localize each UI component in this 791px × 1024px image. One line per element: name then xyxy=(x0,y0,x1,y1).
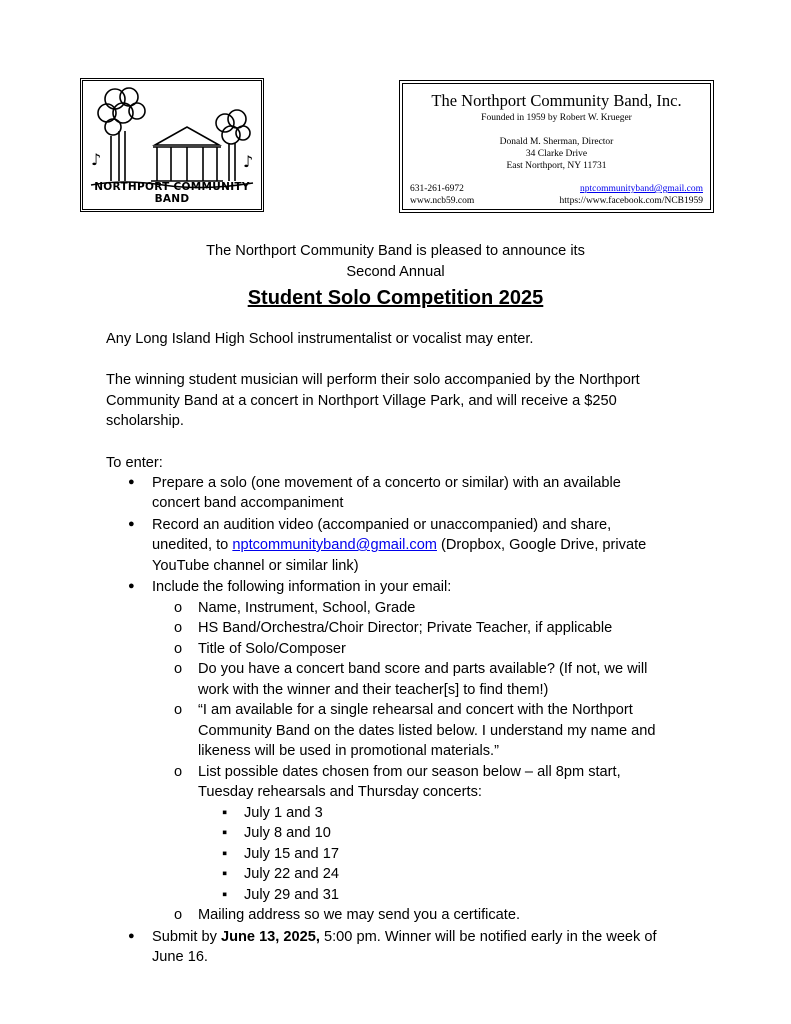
info-item-score-line-1: Do you have a concert band score and parts available? (If not, we will xyxy=(198,661,648,677)
step-record-line-1: Record an audition video (accompanied or unaccompanied) and share, xyxy=(152,517,612,533)
prize-line-1: The winning student musician will perform their solo accompanied by the Northport xyxy=(106,372,640,388)
square-bullet-icon: ▪ xyxy=(222,866,228,882)
svg-text:♪: ♪ xyxy=(91,150,102,169)
director-line: Donald M. Sherman, Director xyxy=(499,137,614,147)
info-item-address: Mailing address so we may send you a certificate. xyxy=(198,907,521,923)
sub-bullet-icon: o xyxy=(174,764,183,780)
square-bullet-icon: ▪ xyxy=(222,825,228,841)
step-record-text: (Dropbox, Google Drive, private xyxy=(436,537,647,553)
info-item-dates-line-1: List possible dates chosen from our season below – all 8pm start, xyxy=(198,764,621,780)
deadline-date: June 13, 2025, xyxy=(220,929,320,945)
square-bullet-icon: ▪ xyxy=(222,887,228,903)
founded-line: Founded in 1959 by Robert W. Krueger xyxy=(481,113,632,123)
square-bullet-icon: ▪ xyxy=(222,846,228,862)
step-include-line-1: Include the following information in your email: xyxy=(152,579,452,595)
page-title: Student Solo Competition 2025 xyxy=(247,287,544,309)
info-item-title: Title of Solo/Composer xyxy=(198,641,346,657)
submission-email-link[interactable]: nptcommunityband@gmail.com xyxy=(232,537,437,553)
info-item-score-line-2: work with the winner and their teacher[s] to find them!) xyxy=(198,682,549,698)
step-submit-line-2: June 16. xyxy=(152,949,208,965)
svg-text:♪: ♪ xyxy=(243,152,254,171)
square-bullet-icon: ▪ xyxy=(222,805,228,821)
info-item-statement-line-3: likeness will be used in promotional materials.” xyxy=(198,743,499,759)
step-prepare-line-2: concert band accompaniment xyxy=(152,495,344,511)
step-prepare-line-1: Prepare a solo (one movement of a concerto or similar) with an available xyxy=(152,475,621,491)
organization-name: The Northport Community Band, Inc. xyxy=(431,91,682,110)
step-submit-line-1 xyxy=(152,927,657,948)
info-item-statement-line-1: “I am available for a single rehearsal and concert with the Northport xyxy=(198,702,633,718)
info-item-director: HS Band/Orchestra/Choir Director; Private Teacher, if applicable xyxy=(198,620,613,636)
info-item-dates-line-2: Tuesday rehearsals and Thursday concerts: xyxy=(198,784,482,800)
date-option: July 15 and 17 xyxy=(244,846,339,862)
facebook-url: https://www.facebook.com/NCB1959 xyxy=(559,196,703,206)
email-link[interactable]: nptcommunityband@gmail.com xyxy=(580,184,703,194)
sub-bullet-icon: o xyxy=(174,661,183,677)
step-record-text: unedited, to xyxy=(152,537,233,553)
step-record-line-2 xyxy=(152,535,646,556)
eligibility-text: Any Long Island High School instrumentalist or vocalist may enter. xyxy=(106,331,534,347)
band-logo xyxy=(80,78,264,212)
bullet-icon: ● xyxy=(128,930,135,942)
step-record-line-3: YouTube channel or similar link) xyxy=(152,558,359,574)
sub-bullet-icon: o xyxy=(174,907,183,923)
bullet-icon: ● xyxy=(128,580,135,592)
sub-bullet-icon: o xyxy=(174,600,183,616)
submit-text: Submit by xyxy=(152,929,221,945)
sub-bullet-icon: o xyxy=(174,702,183,718)
sub-bullet-icon: o xyxy=(174,620,183,636)
letterhead xyxy=(399,80,714,213)
bullet-icon: ● xyxy=(128,518,135,530)
street-address: 34 Clarke Drive xyxy=(525,149,588,159)
to-enter-label: To enter: xyxy=(106,455,163,471)
phone-number: 631-261-6972 xyxy=(410,184,464,194)
info-item-name: Name, Instrument, School, Grade xyxy=(198,600,416,616)
date-option: July 29 and 31 xyxy=(244,887,339,903)
announcement-line-1: The Northport Community Band is pleased to announce its xyxy=(206,243,585,259)
date-option: July 22 and 24 xyxy=(244,866,339,882)
city-address: East Northport, NY 11731 xyxy=(506,161,607,171)
submit-text: 5:00 pm. Winner will be notified early in the week of xyxy=(319,929,657,945)
prize-line-3: scholarship. xyxy=(106,413,184,429)
info-item-statement-line-2: Community Band on the dates listed below. I understand my name and xyxy=(198,723,656,739)
date-option: July 8 and 10 xyxy=(244,825,331,841)
website-text: www.ncb59.com xyxy=(410,196,475,206)
logo-caption: NORTHPORT COMMUNITY BAND xyxy=(94,181,250,205)
date-option: July 1 and 3 xyxy=(244,805,323,821)
prize-line-2: Community Band at a concert in Northport Village Park, and will receive a $250 xyxy=(106,393,617,409)
bullet-icon: ● xyxy=(128,476,135,488)
announcement-line-2: Second Annual xyxy=(346,264,445,280)
sub-bullet-icon: o xyxy=(174,641,183,657)
